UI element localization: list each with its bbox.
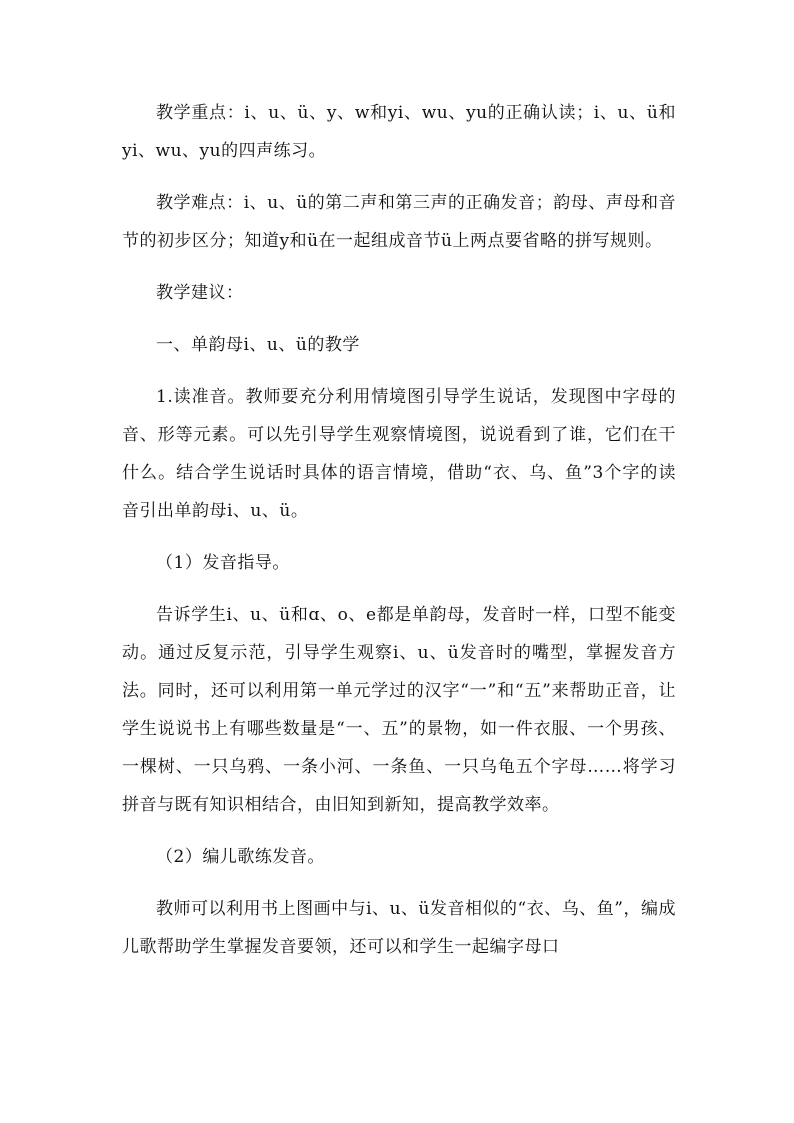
nursery-rhyme-paragraph: 教师可以利用书上图画中与i、u、ü发音相似的“衣、乌、鱼”，编成儿歌帮助学生掌握发音要领，还可以和学生一起编字母口	[122, 899, 676, 957]
item-one-paragraph: 1.读准音。教师要充分利用情境图引导学生说话，发现图中字母的音、形等元素。可以先引导学生观察情境图，说说看到了谁，它们在干什么。结合学生说话时具体的语言情境，借助“衣、乌、鱼”3个字的读音引出单韵母i、u、ü。	[122, 387, 676, 521]
pronunciation-guide-paragraph: 告诉学生i、u、ü和ɑ、o、e都是单韵母，发音时一样，口型不能变动。通过反复示范，引导学生观察i、u、ü发音时的嘴型，掌握发音方法。同时，还可以利用第一单元学过的汉字“一”和“五”来帮助正音，让学生说说书上有哪些数量是“一、五”的景物，如一件衣服、一个男孩、一棵树、一只乌鸦、一条小河、一条鱼、一只乌龟五个字母……将学习拼音与既有知识相结合，由旧知到新知，提高教学效率。	[122, 605, 676, 815]
teaching-focus-paragraph: 教学重点：i、u、ü、y、w和yi、wu、yu的正确认读；i、u、ü和yi、wu、yu的四声练习。	[122, 103, 676, 161]
sub-heading-pronunciation-guide: （1）发音指导。	[156, 553, 290, 573]
teaching-difficulty-paragraph: 教学难点：i、u、ü的第二声和第三声的正确发音；韵母、声母和音节的初步区分；知道y和ü在一起组成音节ü上两点要省略的拼写规则。	[122, 193, 676, 251]
teaching-suggestion-heading: 教学建议：	[156, 283, 244, 303]
sub-heading-nursery-rhyme: （2）编儿歌练发音。	[156, 847, 325, 867]
section-one-heading: 一、单韵母i、u、ü的教学	[156, 335, 360, 355]
